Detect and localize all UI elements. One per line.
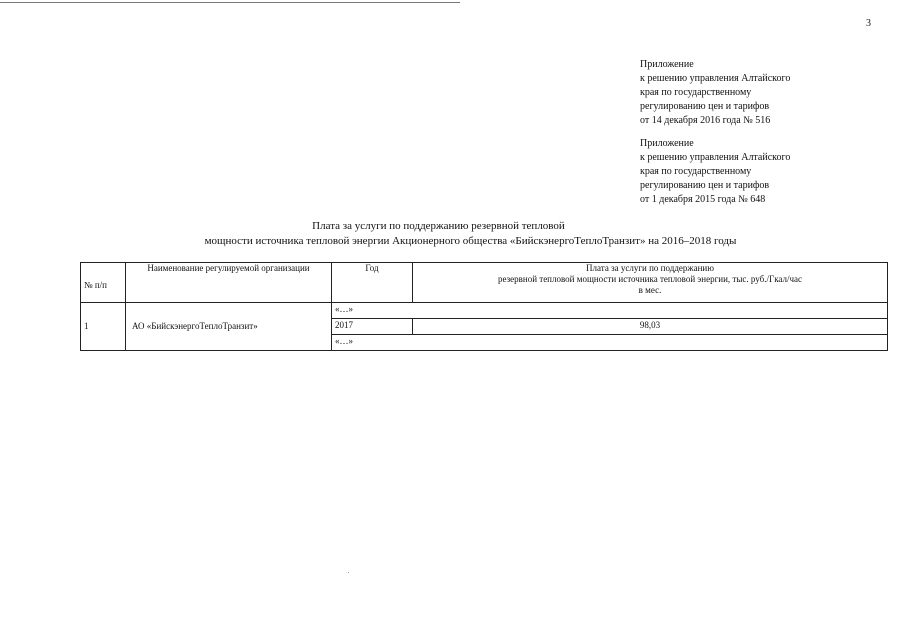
header-organization: Наименование регулируемой организации bbox=[126, 263, 332, 303]
table-row bbox=[81, 303, 888, 319]
row-ellipsis-top: «…» bbox=[332, 303, 888, 319]
header-fee-line: Плата за услуги по поддержанию bbox=[586, 263, 714, 273]
appendix-line: Приложение bbox=[640, 138, 694, 149]
appendix-note-2016 bbox=[640, 58, 790, 128]
appendix-line: Приложение bbox=[640, 59, 694, 70]
appendix-line: регулированию цен и тарифов bbox=[640, 180, 770, 191]
appendix-line: к решению управления Алтайского bbox=[640, 73, 791, 84]
header-fee-line: резервной тепловой мощности источника тепловой энергии, тыс. руб./Гкал/час bbox=[497, 274, 803, 284]
header-year: Год bbox=[332, 263, 413, 303]
tariff-table bbox=[80, 262, 888, 351]
scan-speck bbox=[348, 572, 349, 573]
appendix-line: от 1 декабря 2015 года № 648 bbox=[640, 194, 766, 205]
appendix-line: края по государственному bbox=[640, 87, 752, 98]
appendix-line: к решению управления Алтайского bbox=[640, 152, 791, 163]
header-number: № п/п bbox=[81, 263, 126, 303]
top-border-line bbox=[0, 2, 460, 3]
appendix-note-2015 bbox=[640, 137, 790, 207]
header-fee bbox=[413, 263, 888, 303]
document-title-line-2: мощности источника тепловой энергии Акционерного общества «БийскэнергоТеплоТранзит» на 2016–2018 годы bbox=[204, 235, 737, 247]
document-title-line-1: Плата за услуги по поддержанию резервной тепловой bbox=[312, 220, 565, 232]
header-fee-line: в мес. bbox=[638, 285, 662, 295]
appendix-line: от 14 декабря 2016 года № 516 bbox=[640, 115, 771, 126]
row-organization: АО «БийскэнергоТеплоТранзит» bbox=[126, 303, 332, 351]
table-header-row bbox=[81, 263, 888, 303]
row-number: 1 bbox=[81, 303, 126, 351]
row-fee: 98,03 bbox=[413, 319, 888, 335]
row-year: 2017 bbox=[332, 319, 413, 335]
row-ellipsis-bottom: «…» bbox=[332, 335, 888, 351]
appendix-line: регулированию цен и тарифов bbox=[640, 101, 770, 112]
appendix-line: края по государственному bbox=[640, 166, 752, 177]
page-number: 3 bbox=[866, 18, 871, 29]
